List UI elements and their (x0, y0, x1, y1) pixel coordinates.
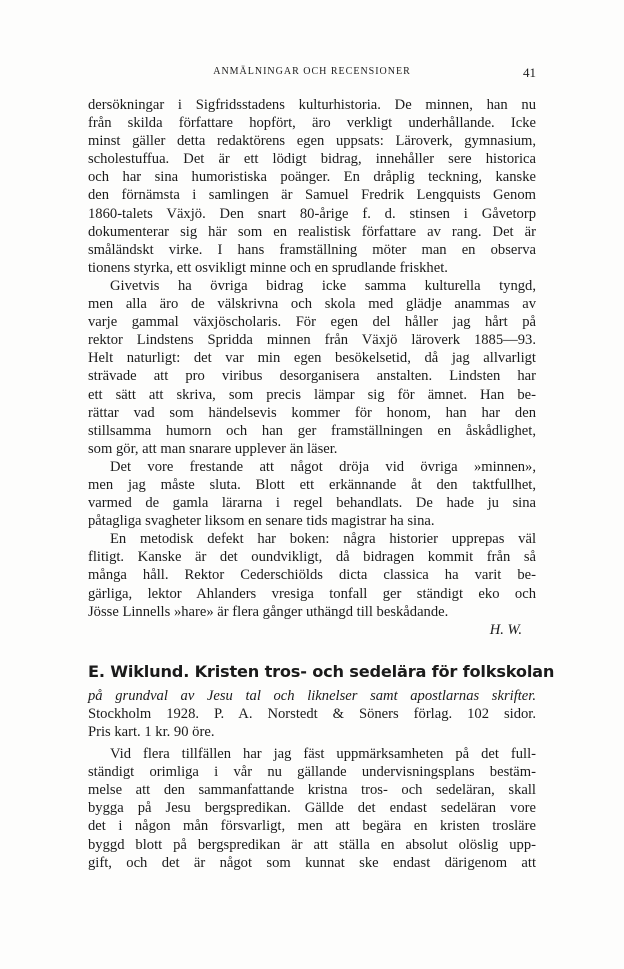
text-line: ständigt orimliga i vår nu gällande undervisningsplans bestäm- (88, 764, 536, 781)
text-line: flitigt. Kanske är det oundvikligt, då bidragen kommit från så (88, 549, 536, 566)
text-line: som gör, att man snarare upplever än läser. (88, 440, 338, 457)
text-line: rektor Lindstens Spridda minnen från Växjö läroverk 1885—93. (88, 332, 536, 349)
text-line: Givetvis ha övriga bidrag icke samma kulturella tyngd, (110, 277, 536, 294)
text-line: melse att den sammanfattande kristna tros- och sedeläran, skall (88, 782, 536, 799)
paragraph-4 (88, 530, 536, 639)
review-heading: E. Wiklund. Kristen tros- och sedelära för folkskolan (88, 661, 555, 681)
text-line: 1860-talets Växjö. Den snart 80-årige f. d. stinsen i Gåvetorp (88, 205, 536, 222)
paragraph-2 (88, 277, 536, 458)
text-line: varje gammal växjöscholaris. För egen del håller jag hårt på (88, 314, 536, 331)
paragraph-1 (88, 96, 536, 277)
paragraph-5 (88, 745, 536, 872)
text-line: och har sina humoristiska poänger. En dråplig teckning, kanske (88, 169, 536, 186)
review-price: Pris kart. 1 kr. 90 öre. (88, 724, 215, 740)
text-line: ett sätt att skriva, som precis lämpar sig för ämnet. Han be- (88, 386, 536, 403)
text-line: gift, och det är något som kunnat ske endast därigenom att (88, 854, 536, 871)
signature: H. W. (489, 621, 522, 638)
text-line: men alla äro de välskrivna och skola med glädje anammas av (88, 296, 536, 313)
text-line: varmed de gamla lärarna i regel behandlats. De hade ju sina (88, 495, 536, 512)
text-line: påtagliga svagheter liksom en senare tids magistrar ha sina. (88, 513, 435, 530)
text-line: men jag måste sluta. Blott ett erkännande åt den taktfullhet, (88, 476, 536, 493)
text-line: En metodisk defekt har boken: några historier upprepas väl (110, 531, 536, 548)
text-line: från skilda författare hopfört, äro verkligt underhållande. Icke (88, 115, 536, 132)
review-subtitle: på grundval av Jesu tal och liknelser samt apostlarnas skrifter. (88, 687, 536, 704)
text-line: Det vore frestande att något dröja vid övriga »minnen», (110, 458, 536, 475)
text-line: dersökningar i Sigfridsstadens kulturhistoria. De minnen, han nu (88, 97, 536, 113)
text-line: den förnämsta i samlingen är Samuel Fredrik Lengquists Genom (88, 187, 536, 204)
running-head-title: ANMÄLNINGAR OCH RECENSIONER (213, 66, 411, 77)
page-number: 41 (523, 65, 536, 80)
text-line: minst gäller detta redaktörens egen uppsats: Läroverk, gymnasium, (88, 133, 536, 150)
text-line: stillsamma humorn och han ger framställningen en åskådlighet, (88, 422, 536, 439)
text-line: det i någon mån försvarligt, men att begära en kristen trosläre (88, 818, 536, 835)
text-line: bygga på Jesu bergspredikan. Gällde det endast sedeläran vore (88, 800, 536, 817)
text-line: Helt naturligt: det var min egen besökelsetid, då jag allvarligt (88, 350, 536, 367)
review-publication-info: Stockholm 1928. P. A. Norstedt & Söners förlag. 102 sidor. (88, 705, 536, 722)
text-line: Jösse Linnells »hare» är flera gånger uthängd till beskådande. (88, 603, 449, 620)
text-line: småländskt virke. I hans framställning möter man en observa (88, 241, 536, 258)
text-line: scholestuffua. Det är ett lödigt bidrag, innehåller sere historica (88, 151, 536, 168)
text-line: rättar vad som händelsevis kommer för honom, han har den (88, 404, 536, 421)
text-line: många håll. Rektor Cederschiölds dicta classica ha varit be- (88, 567, 536, 584)
text-line: dokumenterar sig här som en realistisk författare av rang. Det är (88, 223, 536, 240)
body-text (88, 96, 555, 872)
paragraph-3 (88, 458, 536, 530)
text-line: Vid flera tillfällen har jag fäst uppmärksamheten på det full- (110, 746, 536, 763)
text-line: tionens styrka, ett osvikligt minne och en sprudlande friskhet. (88, 259, 448, 276)
text-line: strävade att pro viribus desorganisera anstalten. Lindsten har (88, 368, 536, 385)
text-line: byggd blott på bergspredikan är att ställa en absolut olöslig upp- (88, 836, 536, 853)
text-line: gärliga, lektor Ahlanders vresiga tonfall ger ständigt eko och (88, 585, 536, 602)
running-head (88, 66, 536, 84)
